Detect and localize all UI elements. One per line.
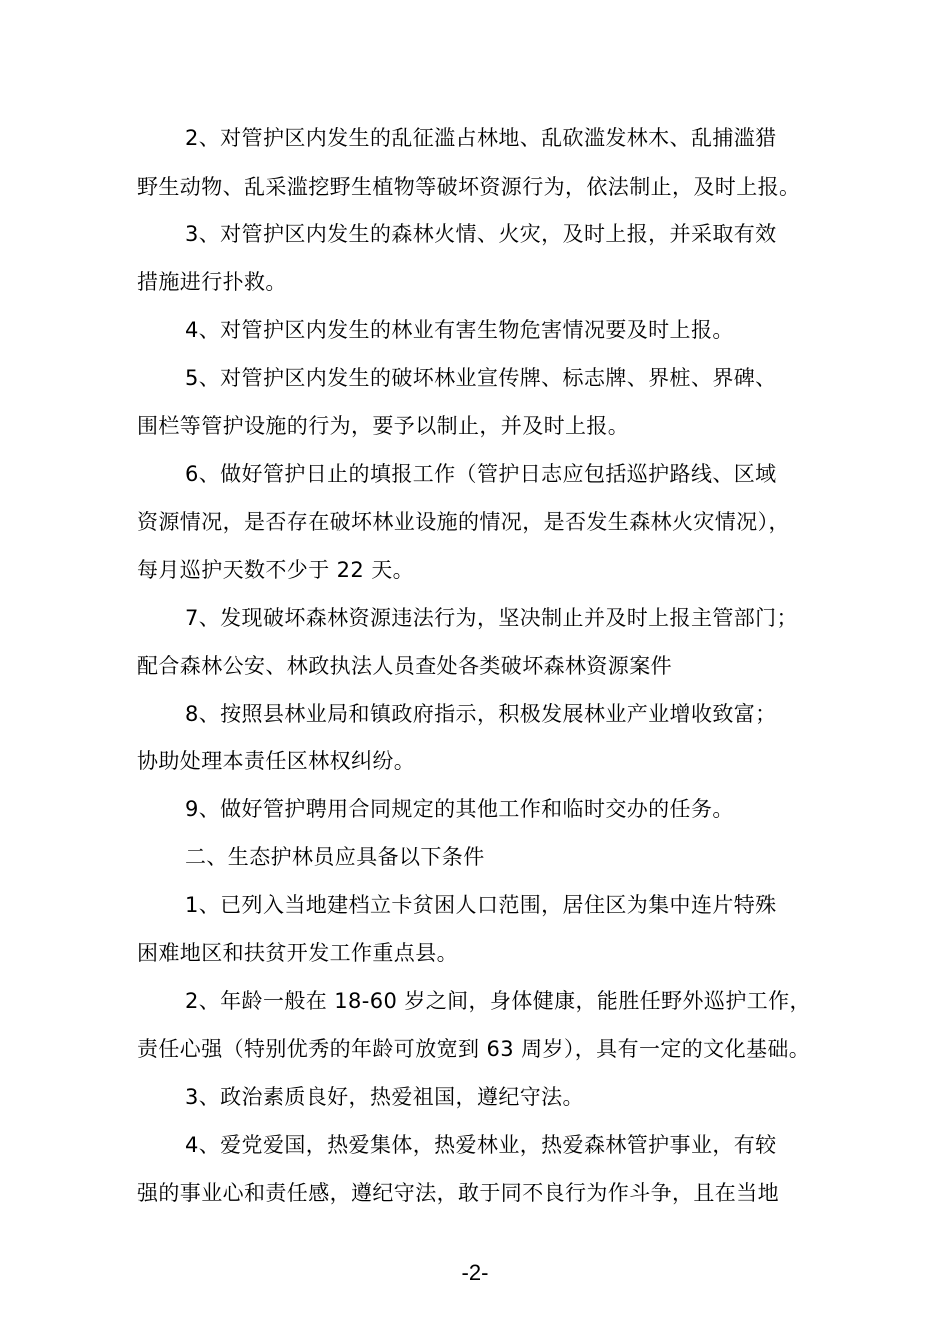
text-line: 资源情况，是否存在破坏林业设施的情况，是否发生森林火灾情况）， xyxy=(137,510,790,534)
text-line: 围栏等管护设施的行为，要予以制止，并及时上报。 xyxy=(137,414,630,438)
text-line: 9、做好管护聘用合同规定的其他工作和临时交办的任务。 xyxy=(185,797,734,821)
text-line: 3、政治素质良好，热爱祖国，遵纪守法。 xyxy=(185,1085,584,1109)
text-line: 强的事业心和责任感，遵纪守法，敢于同不良行为作斗争，且在当地 xyxy=(137,1181,779,1205)
text-line: 3、对管护区内发生的森林火情、火灾，及时上报，并采取有效 xyxy=(185,222,777,246)
text-line: 4、对管护区内发生的林业有害生物危害情况要及时上报。 xyxy=(185,318,734,342)
text-line: 野生动物、乱采滥挖野生植物等破坏资源行为，依法制止，及时上报。 xyxy=(137,175,801,199)
section-heading: 二、生态护林员应具备以下条件 xyxy=(185,845,485,869)
text-line: 4、爱党爱国，热爱集体，热爱林业，热爱森林管护事业，有较 xyxy=(185,1133,777,1157)
text-line: 协助处理本责任区林权纠纷。 xyxy=(137,749,416,773)
text-line: 2、年龄一般在 18-60 岁之间，身体健康，能胜任野外巡护工作， xyxy=(185,989,811,1013)
text-line: 7、发现破坏森林资源违法行为，坚决制止并及时上报主管部门； xyxy=(185,606,798,630)
text-line: 6、做好管护日止的填报工作（管护日志应包括巡护路线、区域 xyxy=(185,462,777,486)
text-line: 5、对管护区内发生的破坏林业宣传牌、标志牌、界桩、界碑、 xyxy=(185,366,777,390)
text-line: 责任心强（特别优秀的年龄可放宽到 63 周岁），具有一定的文化基础。 xyxy=(137,1037,811,1061)
text-line: 1、已列入当地建档立卡贫困人口范围，居住区为集中连片特殊 xyxy=(185,893,777,917)
page-number: -2- xyxy=(461,1260,489,1285)
text-line: 2、对管护区内发生的乱征滥占林地、乱砍滥发林木、乱捕滥猎 xyxy=(185,126,777,150)
text-line: 8、按照县林业局和镇政府指示，积极发展林业产业增收致富； xyxy=(185,702,777,726)
text-line: 每月巡护天数不少于 22 天。 xyxy=(137,558,415,582)
text-line: 配合森林公安、林政执法人员查处各类破坏森林资源案件 xyxy=(137,654,672,678)
text-line: 措施进行扑救。 xyxy=(137,270,287,294)
text-line: 困难地区和扶贫开发工作重点县。 xyxy=(137,941,458,965)
